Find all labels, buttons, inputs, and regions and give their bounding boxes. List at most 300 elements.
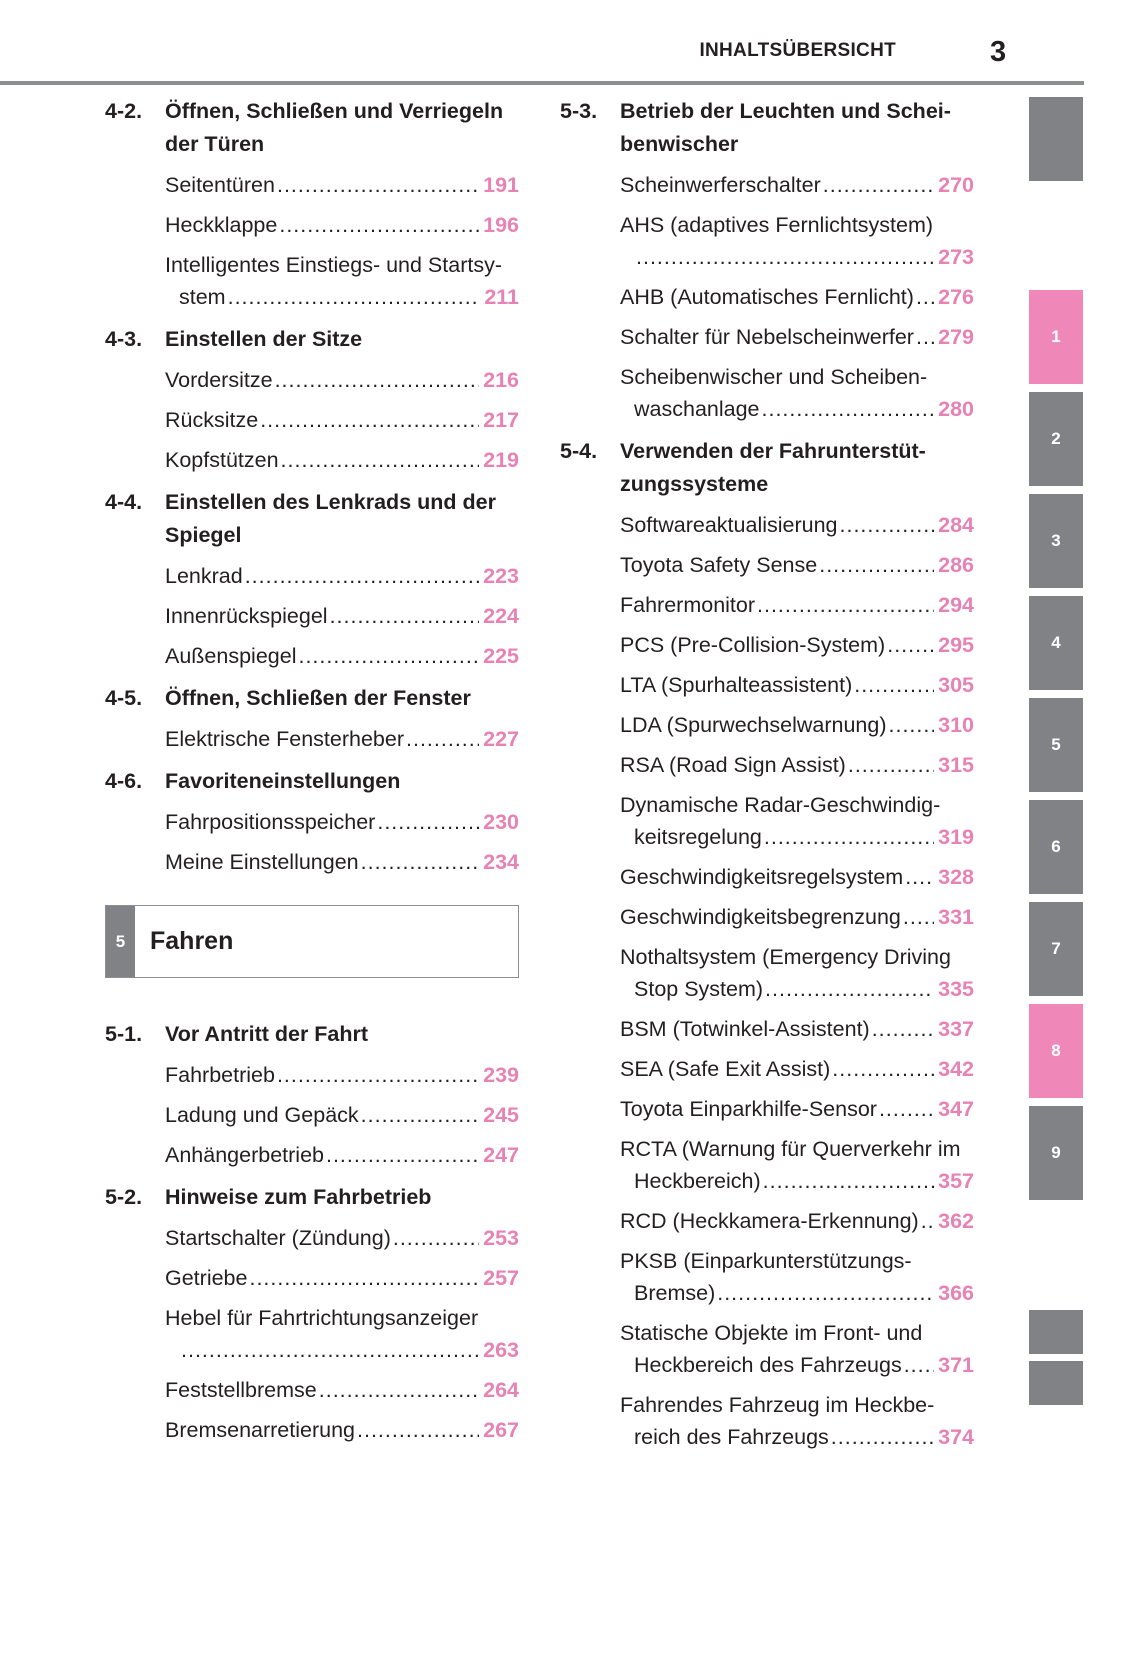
chapter-tab-blank[interactable]	[1029, 1310, 1083, 1354]
entry-text: Dynamische Radar-Geschwindig-	[620, 793, 941, 817]
toc-entry-line	[165, 640, 519, 672]
chapter-tab-6[interactable]: 6	[1029, 800, 1083, 894]
section-title-line: Spiegel	[165, 523, 242, 547]
chapter-tab-4[interactable]: 4	[1029, 596, 1083, 690]
entry-text: Innenrückspiegel	[165, 604, 328, 628]
dot-leader	[879, 1093, 934, 1125]
page-link[interactable]: 315	[938, 753, 974, 777]
page-link[interactable]: 270	[938, 173, 974, 197]
toc-entry-line	[165, 560, 519, 592]
page-link[interactable]: 335	[938, 977, 974, 1001]
entry-text: keitsregelung	[634, 825, 762, 849]
toc-section	[105, 672, 519, 755]
page-link[interactable]: 216	[483, 368, 519, 392]
toc-entry[interactable]	[560, 893, 974, 933]
page-link[interactable]: 263	[483, 1338, 519, 1362]
page-link[interactable]: 357	[938, 1169, 974, 1193]
dot-leader	[279, 209, 479, 241]
dot-leader	[260, 404, 479, 436]
dot-leader	[921, 1205, 934, 1237]
section-title	[165, 765, 519, 798]
dot-leader	[916, 281, 934, 313]
page-link[interactable]: 331	[938, 905, 974, 929]
entry-text: Getriebe	[165, 1266, 248, 1290]
page-link[interactable]: 234	[483, 850, 519, 874]
section-heading[interactable]	[105, 755, 519, 798]
toc-section	[105, 1171, 519, 1446]
toc-entry-line	[620, 1013, 974, 1045]
section-title-line: Hinweise zum Fahrbetrieb	[165, 1185, 432, 1209]
page-link[interactable]: 257	[483, 1266, 519, 1290]
entry-text: Lenkrad	[165, 564, 243, 588]
chapter-tab-7[interactable]: 7	[1029, 902, 1083, 996]
entry-text: stem	[179, 285, 226, 309]
toc-entry-line	[165, 281, 519, 313]
entry-text: Kopfstützen	[165, 448, 279, 472]
toc-entry[interactable]	[105, 1214, 519, 1254]
toc-entry-line	[620, 1133, 974, 1165]
page-link[interactable]: 362	[938, 1209, 974, 1233]
entry-text: Außenspiegel	[165, 644, 297, 668]
section-title-line: Öffnen, Schließen und Verriegeln	[165, 99, 504, 123]
page-link[interactable]: 276	[938, 285, 974, 309]
toc-entry-line	[165, 1059, 519, 1091]
page-link[interactable]: 224	[483, 604, 519, 628]
page-link[interactable]: 366	[938, 1281, 974, 1305]
toc-entry[interactable]	[560, 541, 974, 581]
toc-right-column	[560, 95, 974, 1453]
toc-entry[interactable]	[105, 356, 519, 396]
section-heading[interactable]	[105, 672, 519, 715]
toc-section	[105, 476, 519, 672]
section-title-line: Einstellen der Sitze	[165, 327, 363, 351]
toc-entry-line	[620, 361, 974, 393]
section-title	[620, 95, 974, 161]
dot-leader	[819, 549, 934, 581]
page-link[interactable]: 219	[483, 448, 519, 472]
dot-leader	[393, 1222, 479, 1254]
toc-entry[interactable]	[560, 501, 974, 541]
toc-entry[interactable]	[560, 201, 974, 273]
dot-leader	[281, 444, 480, 476]
section-title	[620, 435, 974, 501]
dot-leader	[848, 749, 934, 781]
toc-entry-line	[620, 901, 974, 933]
toc-entry[interactable]	[105, 436, 519, 476]
entry-text: Bremse)	[634, 1281, 716, 1305]
dot-leader	[228, 281, 481, 313]
page-link[interactable]: 225	[483, 644, 519, 668]
page-link[interactable]: 374	[938, 1425, 974, 1449]
toc-entry-line	[165, 1334, 519, 1366]
entry-text: Feststellbremse	[165, 1378, 317, 1402]
entry-text: Geschwindigkeitsregelsystem	[620, 865, 904, 889]
toc-entry-line	[620, 1205, 974, 1237]
section-number: 4-5.	[105, 686, 143, 710]
toc-entry-line	[620, 589, 974, 621]
toc-entry-line	[620, 209, 974, 241]
toc-entry-line	[620, 1053, 974, 1085]
toc-entry[interactable]	[105, 715, 519, 755]
page-link[interactable]: 371	[938, 1353, 974, 1377]
entry-text: Fahrpositionsspeicher	[165, 810, 376, 834]
section-title-line: Betrieb der Leuchten und Schei-	[620, 99, 951, 123]
toc-section	[105, 1008, 519, 1171]
toc-entry-line	[620, 509, 974, 541]
toc-entry[interactable]	[105, 1091, 519, 1131]
dot-leader	[854, 669, 934, 701]
toc-entry-line	[165, 404, 519, 436]
entry-text: Heckklappe	[165, 213, 278, 237]
entry-text: AHS (adaptives Fernlichtsystem)	[620, 213, 934, 237]
toc-section	[105, 95, 519, 313]
page-link[interactable]: 286	[938, 553, 974, 577]
toc-entry[interactable]	[560, 1085, 974, 1125]
section-title-line: Favoriteneinstellungen	[165, 769, 401, 793]
section-title-line: der Türen	[165, 132, 265, 156]
entry-text: Geschwindigkeitsbegrenzung	[620, 905, 901, 929]
dot-leader	[636, 241, 934, 273]
toc-entry-line	[165, 364, 519, 396]
chapter-tab-3[interactable]: 3	[1029, 494, 1083, 588]
toc-entry-line	[165, 806, 519, 838]
toc-entry[interactable]	[560, 781, 974, 853]
page-link[interactable]: 319	[938, 825, 974, 849]
toc-entry[interactable]	[560, 1309, 974, 1381]
section-number: 4-3.	[105, 327, 143, 351]
section-title-line: zungssysteme	[620, 472, 769, 496]
entry-text: Anhängerbetrieb	[165, 1143, 324, 1167]
toc-entry[interactable]	[105, 1406, 519, 1446]
chapter-tab-1[interactable]: 1	[1029, 290, 1083, 384]
chapter-title: Fahren	[150, 927, 234, 955]
toc-entry[interactable]	[560, 161, 974, 201]
dot-leader	[832, 1053, 934, 1085]
toc-entry[interactable]	[560, 1125, 974, 1197]
dot-leader	[319, 1374, 479, 1406]
section-number: 4-4.	[105, 490, 143, 514]
chapter-tab-9[interactable]: 9	[1029, 1106, 1083, 1200]
toc-entry[interactable]	[560, 701, 974, 741]
dot-leader	[326, 1139, 479, 1171]
entry-text: Scheinwerferschalter	[620, 173, 821, 197]
page-link[interactable]: 279	[938, 325, 974, 349]
dot-leader	[717, 1277, 934, 1309]
dot-leader	[904, 1349, 934, 1381]
entry-text: waschanlage	[634, 397, 760, 421]
toc-entry-line	[620, 1165, 974, 1197]
dot-leader	[903, 901, 934, 933]
section-number: 5-4.	[560, 439, 598, 463]
entry-text: Hebel für Fahrtrichtungsanzeiger	[165, 1306, 479, 1330]
toc-entry-line	[165, 1374, 519, 1406]
page-link[interactable]: 227	[483, 727, 519, 751]
entry-text: RCTA (Warnung für Querverkehr im	[620, 1137, 961, 1161]
page-header-title: INHALTSÜBERSICHT	[699, 40, 896, 61]
entry-text: Elektrische Fensterheber	[165, 727, 404, 751]
toc-section	[560, 95, 974, 425]
toc-entry-line	[620, 1421, 974, 1453]
chapter-tab-5[interactable]: 5	[1029, 698, 1083, 792]
entry-text: AHB (Automatisches Fernlicht)	[620, 285, 914, 309]
toc-entry-line	[165, 723, 519, 755]
dot-leader	[764, 821, 934, 853]
toc-entry[interactable]	[560, 353, 974, 425]
dot-leader	[840, 509, 935, 541]
section-title	[165, 486, 519, 552]
section-heading[interactable]	[105, 313, 519, 356]
page-link[interactable]: 211	[484, 285, 519, 309]
toc-entry[interactable]	[560, 661, 974, 701]
entry-text: Schalter für Nebelscheinwerfer	[620, 325, 914, 349]
chapter-tab-blank[interactable]	[1029, 97, 1083, 181]
toc-entry-line	[165, 1302, 519, 1334]
section-title	[165, 1181, 519, 1214]
toc-entry-line	[620, 749, 974, 781]
page-link[interactable]: 191	[483, 173, 519, 197]
toc-section	[105, 755, 519, 878]
toc-entry[interactable]	[560, 853, 974, 893]
section-title	[165, 95, 519, 161]
section-title-line: Vor Antritt der Fahrt	[165, 1022, 369, 1046]
section-title	[165, 1018, 519, 1051]
entry-text: Bremsenarretierung	[165, 1418, 356, 1442]
section-heading[interactable]	[560, 95, 974, 161]
chapter-number: 5	[106, 906, 135, 977]
page-link[interactable]: 239	[483, 1063, 519, 1087]
entry-text: RSA (Road Sign Assist)	[620, 753, 846, 777]
page-link[interactable]: 267	[483, 1418, 519, 1442]
toc-entry-line	[165, 1414, 519, 1446]
chapter-heading[interactable]	[105, 905, 519, 978]
section-number: 4-6.	[105, 769, 143, 793]
dot-leader	[823, 169, 934, 201]
page-link[interactable]: 305	[938, 673, 974, 697]
entry-text: Softwareaktualisierung	[620, 513, 838, 537]
toc-entry-line	[620, 629, 974, 661]
toc-entry-line	[165, 444, 519, 476]
dot-leader	[763, 1165, 934, 1197]
entry-text: Nothaltsystem (Emergency Driving	[620, 945, 951, 969]
toc-entry[interactable]	[560, 1197, 974, 1237]
entry-text: Meine Einstellungen	[165, 850, 359, 874]
section-title-line: benwischer	[620, 132, 739, 156]
entry-text: SEA (Safe Exit Assist)	[620, 1057, 831, 1081]
page-link[interactable]: 273	[938, 245, 974, 269]
toc-entry[interactable]	[560, 313, 974, 353]
toc-section	[560, 425, 974, 1453]
toc-entry-line	[620, 241, 974, 273]
toc-entry[interactable]	[560, 581, 974, 621]
page-link[interactable]: 230	[483, 810, 519, 834]
dot-leader	[889, 709, 935, 741]
toc-entry-line	[620, 821, 974, 853]
section-number: 5-3.	[560, 99, 598, 123]
entry-text: Stop System)	[634, 977, 764, 1001]
page-link[interactable]: 196	[483, 213, 519, 237]
toc-entry-line	[165, 600, 519, 632]
entry-text: Fahrermonitor	[620, 593, 756, 617]
toc-entry-line	[620, 1093, 974, 1125]
dot-leader	[872, 1013, 934, 1045]
entry-text: Toyota Safety Sense	[620, 553, 818, 577]
entry-text: LTA (Spurhalteassistent)	[620, 673, 853, 697]
entry-text: RCD (Heckkamera-Erkennung)	[620, 1209, 919, 1233]
toc-entry[interactable]	[560, 741, 974, 781]
section-title-line: Öffnen, Schließen der Fenster	[165, 686, 471, 710]
page-link[interactable]: 264	[483, 1378, 519, 1402]
chapter-tab-8[interactable]: 8	[1029, 1004, 1083, 1098]
toc-entry-line	[620, 281, 974, 313]
entry-text: Ladung und Gepäck	[165, 1103, 359, 1127]
toc-entry[interactable]	[105, 1051, 519, 1091]
entry-text: reich des Fahrzeugs	[634, 1425, 829, 1449]
entry-text: PKSB (Einparkunterstützungs-	[620, 1249, 912, 1273]
toc-entry-line	[620, 1245, 974, 1277]
entry-text: Seitentüren	[165, 173, 275, 197]
toc-entry-line	[620, 1389, 974, 1421]
toc-entry-line	[620, 861, 974, 893]
toc-entry[interactable]	[560, 933, 974, 1005]
entry-text: Fahrbetrieb	[165, 1063, 275, 1087]
dot-leader	[275, 364, 480, 396]
dot-leader	[277, 169, 479, 201]
entry-text: LDA (Spurwechselwarnung)	[620, 713, 887, 737]
section-title	[165, 323, 519, 356]
dot-leader	[361, 1099, 479, 1131]
toc-entry[interactable]	[105, 1131, 519, 1171]
toc-entry-line	[165, 249, 519, 281]
toc-entry-line	[620, 1277, 974, 1309]
toc-entry[interactable]	[105, 798, 519, 838]
toc-entry[interactable]	[105, 1366, 519, 1406]
toc-entry[interactable]	[560, 1005, 974, 1045]
toc-left-column	[105, 95, 519, 1446]
dot-leader	[406, 723, 479, 755]
section-title	[165, 682, 519, 715]
entry-text: Fahrendes Fahrzeug im Heckbe-	[620, 1393, 935, 1417]
dot-leader	[277, 1059, 479, 1091]
toc-entry[interactable]	[560, 621, 974, 661]
toc-entry-line	[165, 209, 519, 241]
dot-leader	[377, 806, 479, 838]
toc-entry-line	[165, 846, 519, 878]
toc-entry[interactable]	[560, 1381, 974, 1453]
page-number: 3	[990, 36, 1007, 68]
toc-entry[interactable]	[105, 552, 519, 592]
entry-text: Rücksitze	[165, 408, 259, 432]
toc-entry[interactable]	[105, 1294, 519, 1366]
toc-entry-line	[620, 669, 974, 701]
page-link[interactable]: 253	[483, 1226, 519, 1250]
page-link[interactable]: 247	[483, 1143, 519, 1167]
dot-leader	[330, 600, 480, 632]
section-heading[interactable]	[105, 1171, 519, 1214]
entry-text: Scheibenwischer und Scheiben-	[620, 365, 928, 389]
page-link[interactable]: 337	[938, 1017, 974, 1041]
dot-leader	[831, 1421, 934, 1453]
entry-text: BSM (Totwinkel-Assistent)	[620, 1017, 870, 1041]
toc-entry-line	[620, 1317, 974, 1349]
section-heading[interactable]	[105, 95, 519, 161]
page-link[interactable]: 280	[938, 397, 974, 421]
toc-entry-line	[165, 169, 519, 201]
dot-leader	[887, 629, 934, 661]
toc-entry[interactable]	[560, 273, 974, 313]
section-title-line: Einstellen des Lenkrads und der	[165, 490, 496, 514]
toc-entry[interactable]	[105, 632, 519, 672]
chapter-tab-2[interactable]: 2	[1029, 392, 1083, 486]
toc-entry[interactable]	[105, 838, 519, 878]
toc-entry-line	[620, 789, 974, 821]
entry-text: Heckbereich des Fahrzeugs	[634, 1353, 902, 1377]
toc-entry[interactable]	[105, 396, 519, 436]
toc-entry-line	[620, 169, 974, 201]
section-number: 4-2.	[105, 99, 143, 123]
toc-entry[interactable]	[105, 201, 519, 241]
entry-text: Toyota Einparkhilfe-Sensor	[620, 1097, 877, 1121]
entry-text: Statische Objekte im Front- und	[620, 1321, 923, 1345]
toc-entry[interactable]	[560, 1045, 974, 1085]
toc-section	[105, 313, 519, 476]
entry-text: PCS (Pre-Collision-System)	[620, 633, 886, 657]
toc-entry-line	[165, 1099, 519, 1131]
toc-entry[interactable]	[105, 161, 519, 201]
section-heading[interactable]	[105, 1008, 519, 1051]
toc-entry[interactable]	[560, 1237, 974, 1309]
page-link[interactable]: 295	[938, 633, 974, 657]
entry-text: Intelligentes Einstiegs- und Startsy-	[165, 253, 502, 277]
dot-leader	[298, 640, 479, 672]
page-link[interactable]: 284	[938, 513, 974, 537]
dot-leader	[249, 1262, 479, 1294]
section-number: 5-2.	[105, 1185, 143, 1209]
toc-entry-line	[620, 549, 974, 581]
toc-entry[interactable]	[105, 592, 519, 632]
dot-leader	[765, 973, 934, 1005]
dot-leader	[762, 393, 935, 425]
page-link[interactable]: 217	[483, 408, 519, 432]
toc-entry-line	[620, 973, 974, 1005]
dot-leader	[181, 1334, 479, 1366]
page-link[interactable]: 347	[938, 1097, 974, 1121]
chapter-tab-blank[interactable]	[1029, 1361, 1083, 1405]
toc-entry-line	[620, 1349, 974, 1381]
toc-entry-line	[620, 709, 974, 741]
section-heading[interactable]	[560, 425, 974, 501]
toc-entry-line	[165, 1262, 519, 1294]
section-heading[interactable]	[105, 476, 519, 552]
page-link[interactable]: 223	[483, 564, 519, 588]
entry-text: Vordersitze	[165, 368, 273, 392]
page-link[interactable]: 328	[938, 865, 974, 889]
dot-leader	[245, 560, 479, 592]
toc-entry[interactable]	[105, 241, 519, 313]
dot-leader	[916, 321, 934, 353]
entry-text: Startschalter (Zündung)	[165, 1226, 391, 1250]
dot-leader	[905, 861, 934, 893]
page-link[interactable]: 342	[938, 1057, 974, 1081]
toc-entry-line	[620, 321, 974, 353]
toc-entry[interactable]	[105, 1254, 519, 1294]
page-link[interactable]: 245	[483, 1103, 519, 1127]
page-link[interactable]: 310	[938, 713, 974, 737]
header-divider	[0, 81, 1084, 85]
entry-text: Heckbereich)	[634, 1169, 761, 1193]
page-link[interactable]: 294	[938, 593, 974, 617]
toc-entry-line	[620, 941, 974, 973]
toc-entry-line	[165, 1139, 519, 1171]
